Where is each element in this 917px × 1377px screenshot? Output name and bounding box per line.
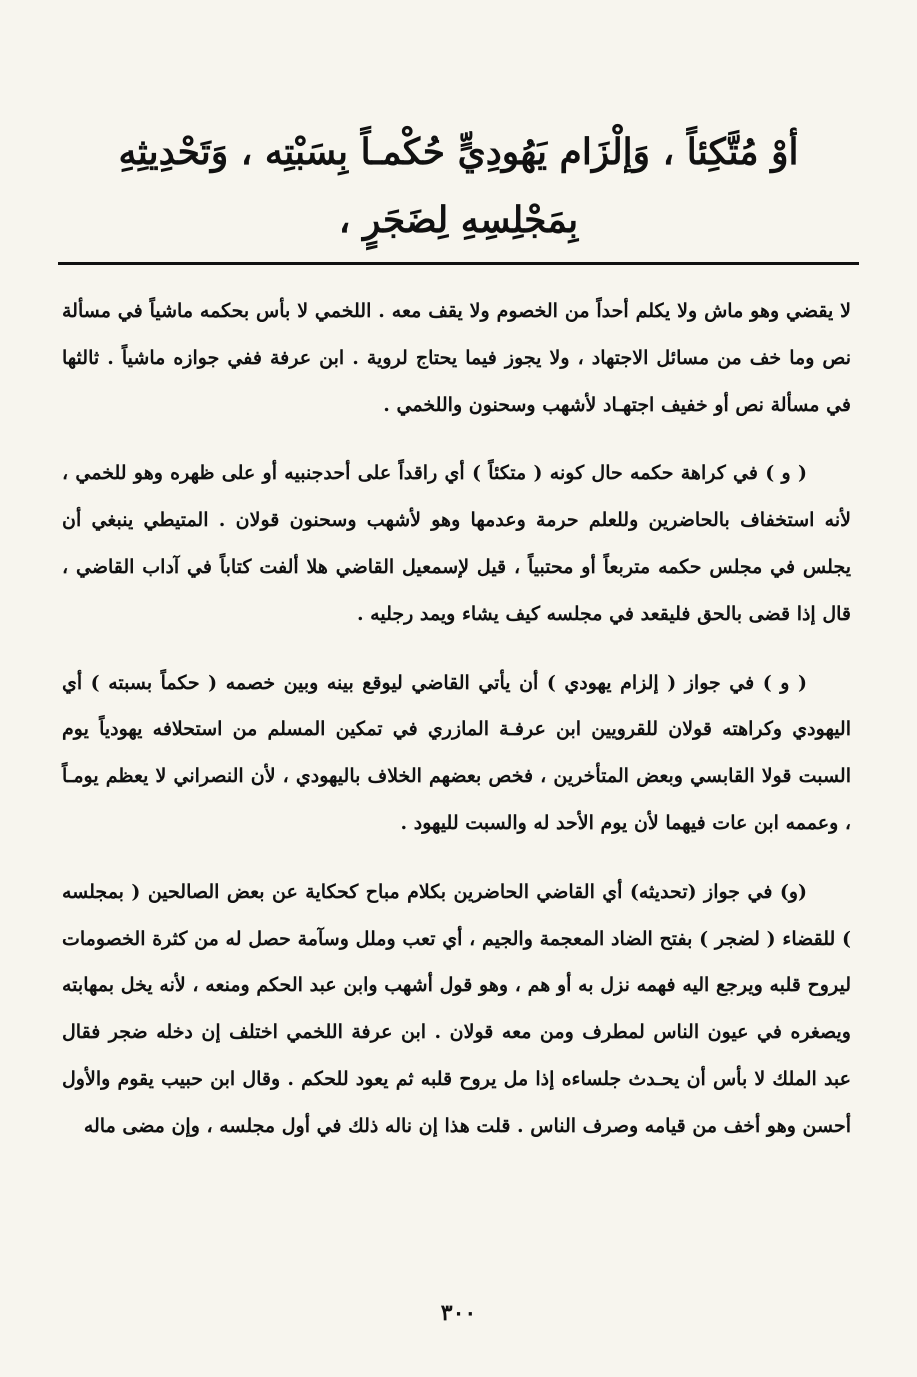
paragraph: (و) في جواز (تحديثه) أي القاضي الحاضرين بكلام مباح كحكاية عن بعض الصالحين ( بمجلسه ) للقضاء ( لضجر ) بفتح الضاد المعجمة والجيم ، أي تعب وملل وسآمة حصل له من كثرة الخصومات ليروح قلبه ويرجع اليه فهمه نزل به أو هم ، وهو قول أشهب وابن عبد الحكم ومنعه ، لأنه يخل بمهابته ويصغره في عيون الناس لمطرف ومن معه قولان . ابن عرفة اللخمي اختلف إن دخله ضجر فقال عبد الملك لا بأس أن يحـدث جلساءه إذا مل يروح قلبه ثم يعود للحكم . وقال ابن حبيب يقوم والأول أحسن وهو أخف من قيامه وصرف الناس . قلت هذا إن ناله ذلك في أول مجلسه ، وإن مضى ماله [62, 880, 851, 1137]
paragraph: ( و ) في جواز ( إلزام يهودي ) أن يأتي القاضي ليوقع بينه وبين خصمه ( حكماً بسبته ) أي اليهودي وكراهته قولان للقرويين ابن عرفـة المازري في تمكين المسلم من استحلافه يهودياً يوم السبت قولا القابسي وبعض المتأخرين ، فخص بعضهم الخلاف باليهودي ، لأن النصراني لا يعظم يومـاً ، وعممه ابن عات فيهما لأن يوم الأحد له والسبت لليهود . [62, 671, 851, 834]
heading-line-1: أوْ مُتَّكِئاً ، وَإلْزَام يَهُودِيٍّ حُكْمـاً بِسَبْتِه ، وَتَحْدِيثِهِ [118, 131, 799, 173]
commentary-body [62, 288, 851, 1172]
heading-line-2: بِمَجْلِسِهِ لِضَجَرٍ ، [338, 199, 579, 242]
verse-heading [70, 118, 847, 255]
paragraph: ( و ) في كراهة حكمه حال كونه ( متكئاً ) أي راقداً على أحدجنبيه أو على ظهره وهو للخمي ، لأنه استخفاف بالحاضرين وللعلم حرمة وعدمها وهو لأشهب وسحنون قولان . المتيطي ينبغي أن يجلس في مجلس حكمه متربعاً أو محتبياً ، قيل لإسمعيل القاضي هلا ألفت كتاباً في آداب القاضي ، قال إذا قضى بالحق فليقعد في مجلسه كيف يشاء ويمد رجليه . [62, 462, 851, 625]
page-number: ٣٠٠ [440, 1300, 477, 1326]
paragraph: لا يقضي وهو ماش ولا يكلم أحداً من الخصوم ولا يقف معه . اللخمي لا بأس بحكمه ماشياً في مسألة نص وما خف من مسائل الاجتهاد ، ولا يجوز فيما يحتاج لروية . ابن عرفة ففي جوازه ماشياً . ثالثها في مسألة نص أو خفيف اجتهـاد لأشهب وسحنون واللخمي . [62, 300, 851, 416]
heading-divider [58, 262, 859, 265]
